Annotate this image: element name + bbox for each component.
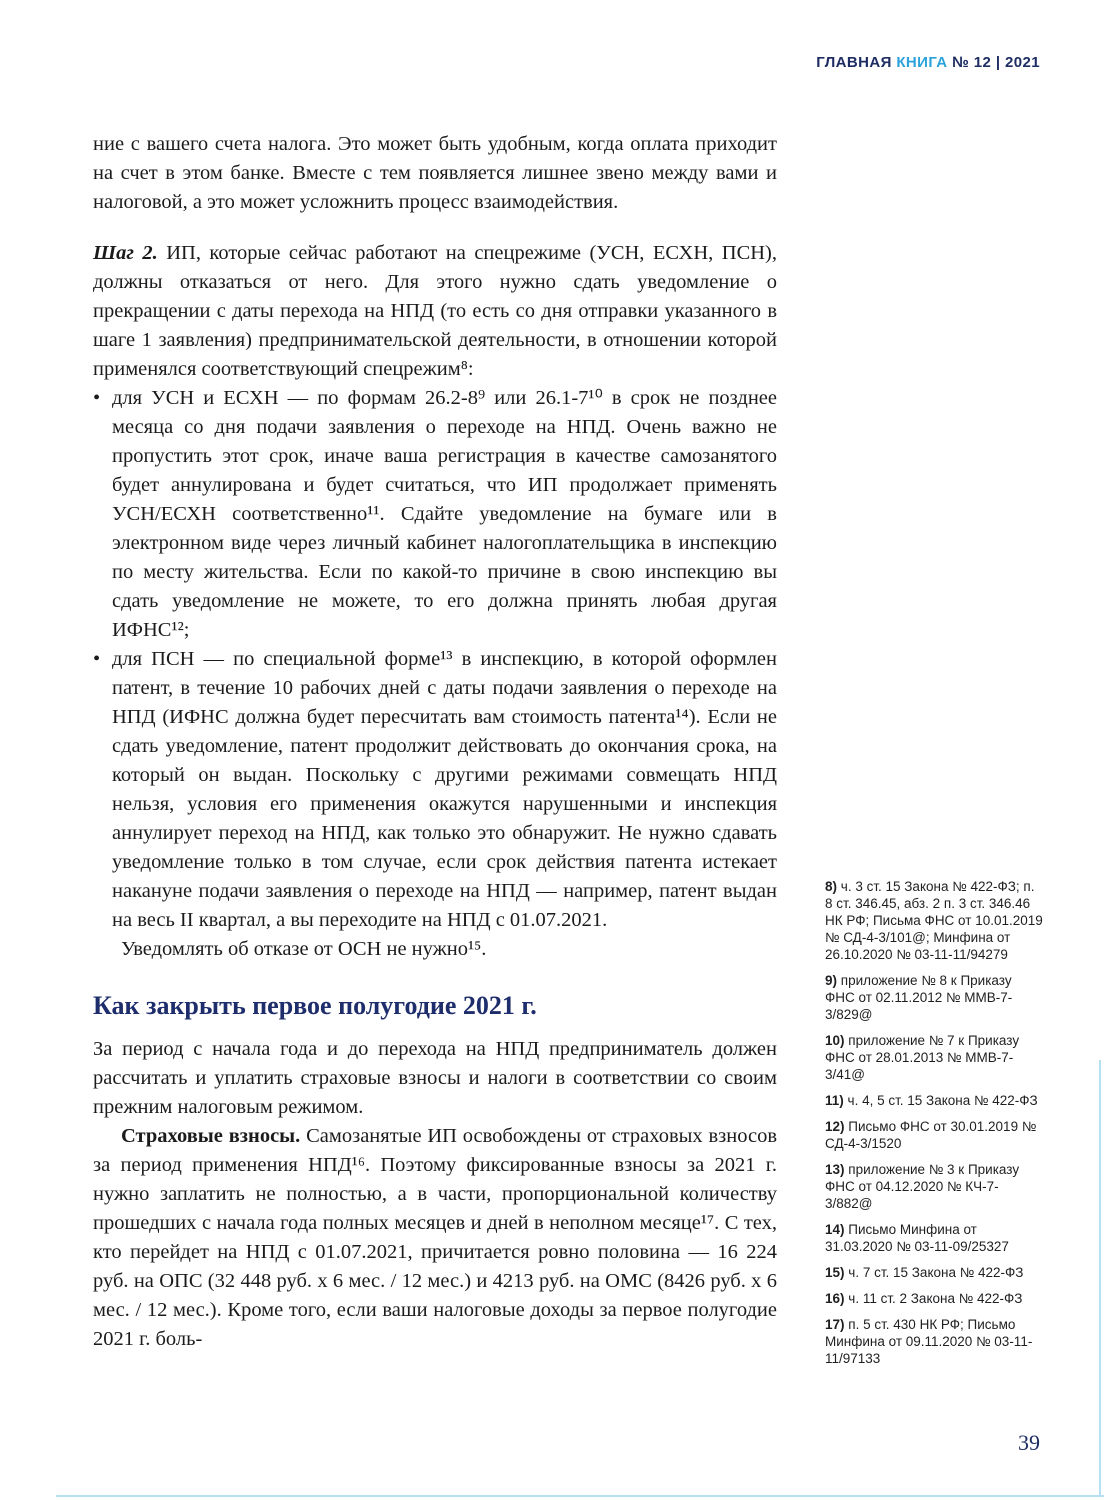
- footnote-number: 12): [825, 1119, 845, 1134]
- footnote-14: [825, 1221, 1045, 1255]
- issue-number: № 12 | 2021: [947, 54, 1040, 71]
- footnote-text: приложение № 8 к Приказу ФНС от 02.11.2012 № ММВ-7-3/829@: [825, 973, 1013, 1022]
- footnote-text: ч. 7 ст. 15 Закона № 422-ФЗ: [848, 1265, 1024, 1280]
- step2-text: ИП, которые сейчас работают на спецрежиме (УСН, ЕСХН, ПСН), должны отказаться от него. Для этого нужно сдать уведомление о прекращении с даты перехода на НПД (то есть со дня отправки указанного в шаге 1 заявления) предпринимательской деятельности, в отношении которой применялся соответствующий спецрежим⁸:: [93, 242, 777, 380]
- footnote-number: 17): [825, 1317, 845, 1332]
- bullet-text-psn: для ПСН — по специальной форме¹³ в инспекцию, в которой оформлен патент, в течение 10 рабочих дней с даты подачи заявления о переходе на НПД (ИФНС должна будет пересчитать вам стоимость патента¹⁴). Если не сдать уведомление, патент продолжит действовать до окончания срока, на который он выдан. Поскольку с другими режимами совмещать НПД нельзя, условия его применения окажутся нарушенными и инспекция аннулирует переход на НПД, как только это обнаружит. Не нужно сдавать уведомление только в том случае, если срок действия патента истекает накануне подачи заявления о переходе на НПД — например, патент выдан на весь II квартал, а вы переходите на НПД с 01.07.2021.: [112, 648, 777, 931]
- footnote-10: [825, 1032, 1045, 1083]
- footnote-number: 13): [825, 1162, 845, 1177]
- footnote-text: ч. 11 ст. 2 Закона № 422-ФЗ: [848, 1291, 1023, 1306]
- brand-glavnaya: ГЛАВНАЯ: [816, 54, 892, 71]
- footnote-text: приложение № 3 к Приказу ФНС от 04.12.2020 № КЧ-7-3/882@: [825, 1162, 1020, 1211]
- main-text-column: [93, 130, 777, 1354]
- paragraph-insurance: [93, 1122, 777, 1354]
- page-header: [816, 54, 1040, 71]
- footnote-text: Письмо ФНС от 30.01.2019 № СД-4-3/1520: [825, 1119, 1037, 1151]
- paragraph-osn: Уведомлять об отказе от ОСН не нужно¹⁵.: [121, 938, 487, 960]
- bullet-item-psn: [93, 645, 777, 935]
- section-heading: Как закрыть первое полугодие 2021 г.: [93, 991, 537, 1020]
- footnotes-sidebar: [825, 878, 1045, 1376]
- page-edge-rule-right: [1099, 1060, 1101, 1497]
- footnote-text: приложение № 7 к Приказу ФНС от 28.01.2013 № ММВ-7-3/41@: [825, 1033, 1020, 1082]
- page-number: 39: [1018, 1430, 1040, 1455]
- footnote-number: 11): [825, 1093, 844, 1108]
- bullet-text-usn-eshn: для УСН и ЕСХН — по формам 26.2-8⁹ или 26.1-7¹⁰ в срок не позднее месяца со дня подачи заявления о переходе на НПД. Очень важно не пропустить этот срок, иначе ваша регистрация в качестве самозанятого будет аннулирована и будет считаться, что ИП продолжает применять УСН/ЕСХН соответственно¹¹. Сдайте уведомление на бумаге или в электронном виде через личный кабинет налогоплательщика в инспекцию по месту жительства. Если по какой-то причине в свою инспекцию вы сдать уведомление не можете, то его должна принять любая другая ИФНС¹²;: [112, 387, 777, 641]
- bullet-marker: •: [93, 387, 101, 409]
- bullet-marker: •: [93, 648, 101, 670]
- footnote-number: 14): [825, 1222, 845, 1237]
- footnote-text: п. 5 ст. 430 НК РФ; Письмо Минфина от 09.11.2020 № 03-11-11/97133: [825, 1317, 1033, 1366]
- brand-kniga: КНИГА: [896, 54, 948, 71]
- footnote-16: [825, 1290, 1045, 1307]
- paragraph-step2: [93, 239, 777, 384]
- paragraph-period: За период с начала года и до перехода на НПД предприниматель должен рассчитать и уплатить страховые взносы и налоги в соответствии со своим прежним налоговым режимом.: [93, 1038, 777, 1118]
- footnote-text: ч. 4, 5 ст. 15 Закона № 422-ФЗ: [847, 1093, 1038, 1108]
- footnote-number: 8): [825, 879, 838, 894]
- footnote-12: [825, 1118, 1045, 1152]
- insurance-text: Самозанятые ИП освобождены от страховых взносов за период применения НПД¹⁶. Поэтому фиксированные взносы за 2021 г. нужно заплатить не полностью, а в части, пропорциональной количеству прошедших с начала года полных месяцев и дней в неполном месяце¹⁷. С тех, кто перейдет на НПД с 01.07.2021, причитается ровно половина — 16 224 руб. на ОПС (32 448 руб. x 6 мес. / 12 мес.) и 4213 руб. на ОМС (8426 руб. x 6 мес. / 12 мес.). Кроме того, если ваши налоговые доходы за первое полугодие 2021 г. боль-: [93, 1125, 778, 1350]
- footnote-15: [825, 1264, 1045, 1281]
- page-edge-rule-bottom: [56, 1495, 1104, 1497]
- footnote-number: 15): [825, 1265, 845, 1280]
- bullet-list: [93, 384, 777, 935]
- footnote-number: 16): [825, 1291, 845, 1306]
- footnote-8: [825, 878, 1045, 963]
- footnote-number: 10): [825, 1033, 845, 1048]
- footnote-number: 9): [825, 973, 838, 988]
- bullet-item-usn-eshn: [93, 384, 777, 645]
- footnote-13: [825, 1161, 1045, 1212]
- footnote-17: [825, 1316, 1045, 1367]
- footnote-text: ч. 3 ст. 15 Закона № 422-ФЗ; п. 8 ст. 346.45, абз. 2 п. 3 ст. 346.46 НК РФ; Письма ФНС от 10.01.2019 № СД-4-3/101@; Минфина от 26.10.2020 № 03-11-11/94279: [825, 879, 1043, 962]
- step2-lead: Шаг 2.: [93, 242, 158, 264]
- paragraph-continuation: ние с вашего счета налога. Это может быть удобным, когда оплата приходит на счет в этом банке. Вместе с тем появляется лишнее звено между вами и налоговой, а это может усложнить процесс взаимодействия.: [93, 133, 777, 213]
- footnote-11: [825, 1092, 1045, 1109]
- footnote-text: Письмо Минфина от 31.03.2020 № 03-11-09/25327: [825, 1222, 1009, 1254]
- footnote-9: [825, 972, 1045, 1023]
- insurance-lead: Страховые взносы.: [121, 1125, 301, 1147]
